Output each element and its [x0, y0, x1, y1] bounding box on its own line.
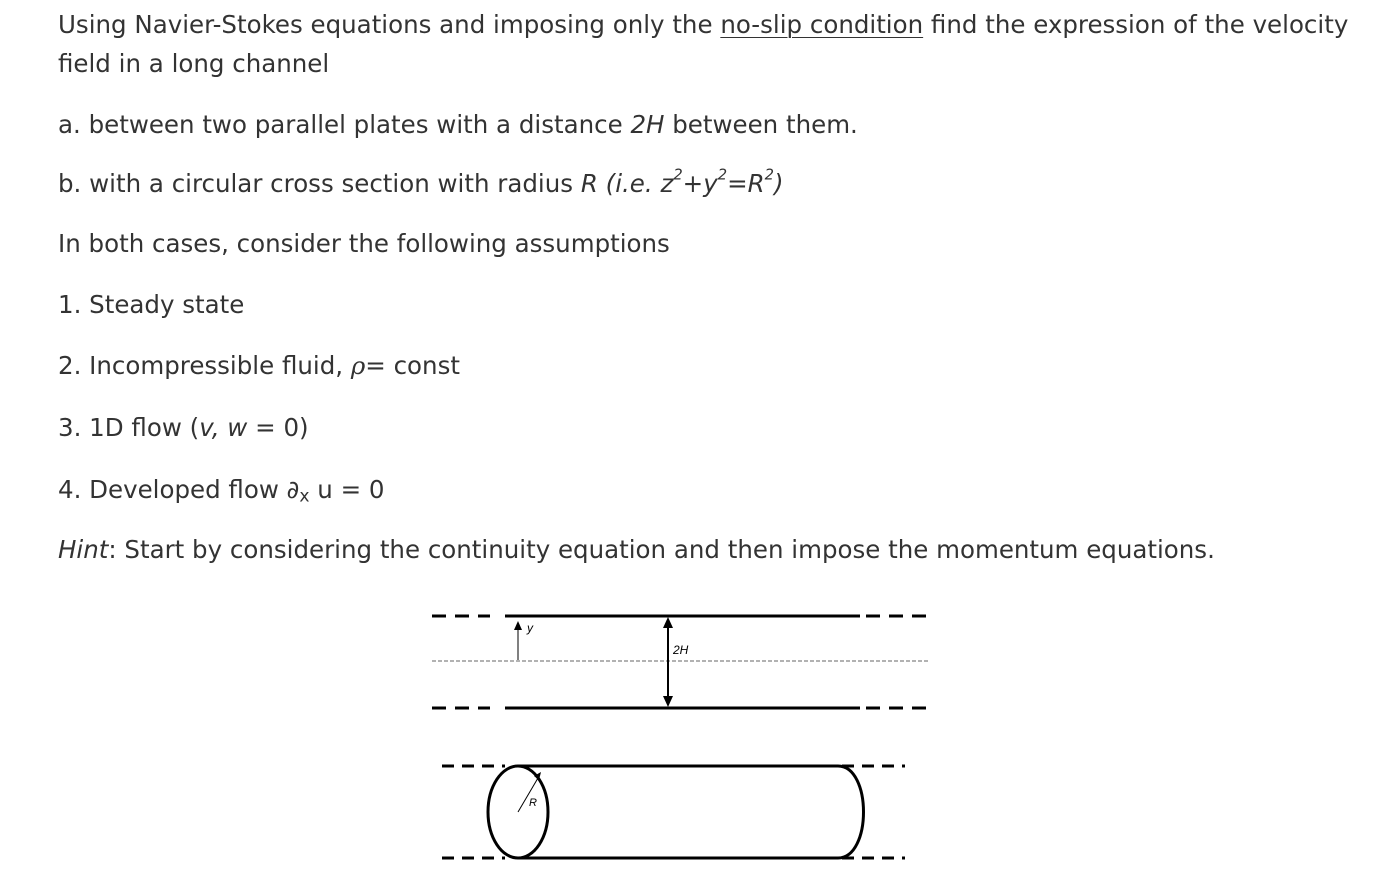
part-b-eq-close: ) [773, 169, 784, 198]
assumptions-intro: In both cases, consider the following assumptions [58, 229, 670, 258]
hint-text: : Start by considering the continuity equation and then impose the momentum equations. [108, 535, 1215, 564]
part-b-eq-mid1: +y [682, 169, 718, 198]
arrowhead-down-icon [663, 696, 673, 707]
assumption-3-suffix: = 0) [247, 413, 309, 442]
exponent: 2 [673, 166, 683, 184]
circular-pipe-diagram [442, 766, 905, 858]
y-axis-label: y [527, 621, 533, 635]
exponent: 2 [717, 166, 728, 184]
hint-label: Hint [58, 535, 109, 564]
part-a-text: a. between two parallel plates with a distance [58, 110, 631, 139]
rho-symbol: ρ [350, 351, 366, 380]
assumption-2-suffix: = const [365, 351, 460, 380]
intro-text-start: Using Navier-Stokes equations and imposing only the [58, 10, 721, 39]
part-b-text: b. with a circular cross section with radius [58, 169, 581, 198]
exponent: 2 [764, 166, 774, 184]
part-a-variable: 2H [630, 110, 665, 139]
intro-text-end: find the expression of the velocity [923, 10, 1349, 39]
gap-label: 2H [673, 643, 689, 657]
arrowhead-up-icon [663, 617, 673, 628]
assumption-4-suffix: u = 0 [309, 475, 385, 504]
subscript-x: x [299, 486, 310, 507]
assumption-2-text: 2. Incompressible fluid, [58, 351, 351, 380]
part-b-eq-mid2: =R [727, 169, 765, 198]
parallel-plates-diagram [432, 616, 930, 708]
part-a-suffix: between them. [664, 110, 858, 139]
pipe-far-end [838, 766, 864, 858]
assumption-4-text: 4. Developed flow ∂ [58, 475, 300, 504]
y-arrowhead-icon [514, 621, 522, 630]
intro-line-2: field in a long channel [58, 49, 330, 78]
radius-label: R [529, 797, 537, 809]
assumption-3-text: 3. 1D flow ( [58, 413, 200, 442]
assumption-1: 1. Steady state [58, 290, 245, 319]
assumption-3-vars: v, w [199, 413, 248, 442]
no-slip-condition-link[interactable]: no-slip condition [720, 10, 924, 39]
part-b-eq-start: R (i.e. z [580, 169, 674, 198]
